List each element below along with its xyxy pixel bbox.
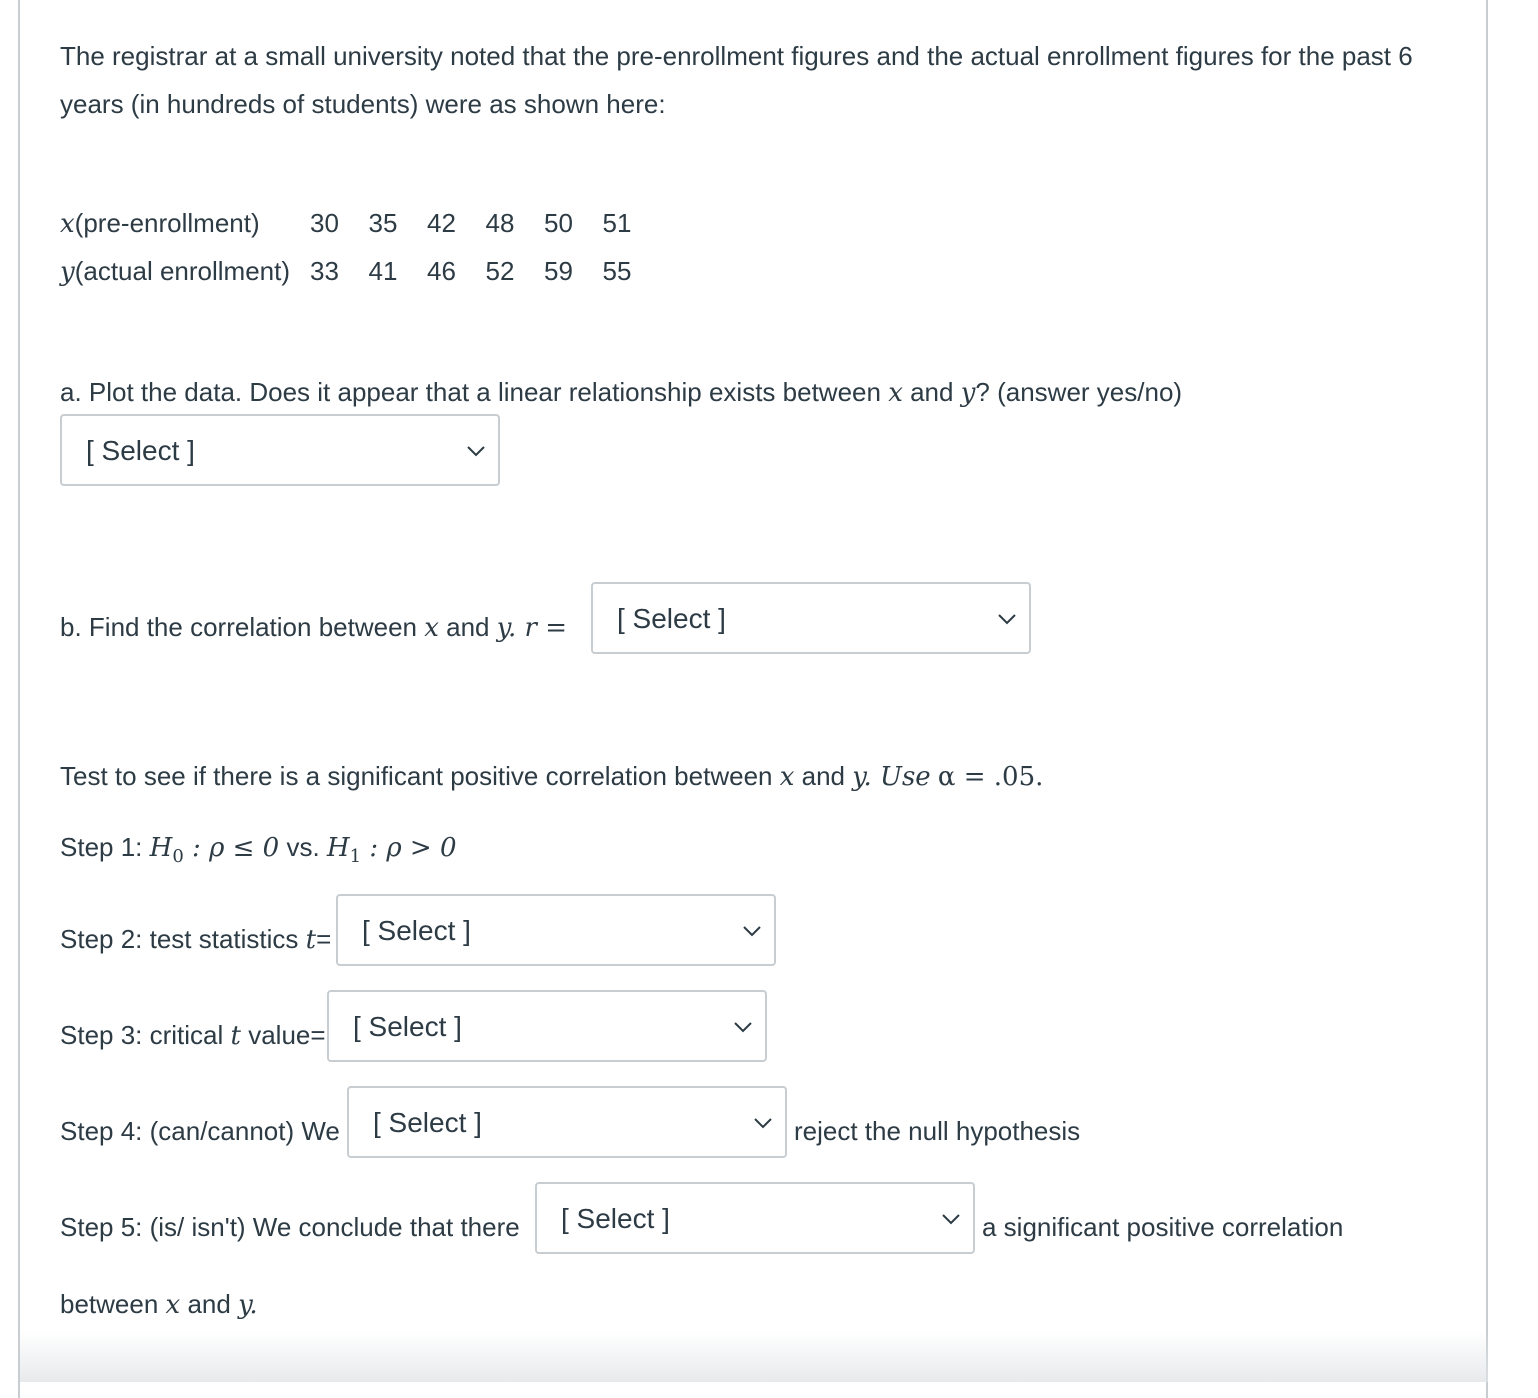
part-b-question: b. Find the correlation between x and y. r =: [60, 612, 568, 643]
part-a-question: a. Plot the data. Does it appear that a linear relationship exists between x and y? (answer yes/no): [60, 377, 1183, 408]
x-value: 51: [602, 207, 632, 238]
step-2-label: Step 2: test statistics t=: [60, 924, 332, 955]
table-row-y: [60, 247, 661, 295]
intro-line-2: years (in hundreds of students) were as shown here:: [60, 89, 666, 119]
y-value: 46: [427, 255, 456, 286]
step-3-label: Step 3: critical t value=: [60, 1020, 326, 1051]
chevron-down-icon: [733, 1020, 753, 1034]
test-instructions: Test to see if there is a significant positive correlation between x and y. Use α = .05.: [60, 761, 1044, 792]
y-value: 41: [368, 255, 398, 286]
intro-line-1: The registrar at a small university noted that the pre-enrollment figures and the actual enrollment figures for the past 6: [60, 41, 1413, 71]
step-1-hypotheses: Step 1: $H_0$ : ρ ≤ 0 vs. $H_1$ : ρ > 0: [60, 832, 457, 868]
chevron-down-icon: [941, 1212, 961, 1226]
step-4-suffix: reject the null hypothesis: [794, 1116, 1081, 1146]
step-4-label: Step 4: (can/cannot) We: [60, 1116, 340, 1146]
step-5-suffix: a significant positive correlation: [982, 1212, 1344, 1242]
chevron-down-icon: [997, 612, 1017, 626]
step-3-select[interactable]: [ Select ]: [327, 990, 767, 1062]
x-value: 50: [544, 207, 573, 238]
y-value: 52: [485, 255, 515, 286]
y-row-label: y(actual enrollment): [60, 255, 291, 287]
step-5-label: Step 5: (is/ isn't) We conclude that there: [60, 1212, 520, 1242]
x-value: 30: [310, 207, 339, 238]
chevron-down-icon: [466, 444, 486, 458]
y-value: 55: [602, 255, 632, 286]
part-a-select[interactable]: [ Select ]: [60, 414, 500, 486]
step-5-select[interactable]: [ Select ]: [535, 1182, 975, 1254]
y-value: 59: [544, 255, 573, 286]
table-row-x: [60, 199, 661, 247]
step-5-continuation: between x and y.: [60, 1289, 258, 1320]
y-value: 33: [310, 255, 339, 286]
step-2-select[interactable]: [ Select ]: [336, 894, 776, 966]
x-value: 48: [485, 207, 515, 238]
x-value: 35: [368, 207, 398, 238]
part-b-select[interactable]: [ Select ]: [591, 582, 1031, 654]
data-table: [60, 199, 661, 295]
chevron-down-icon: [742, 924, 762, 938]
chevron-down-icon: [753, 1116, 773, 1130]
step-4-select[interactable]: [ Select ]: [347, 1086, 787, 1158]
x-value: 42: [427, 207, 456, 238]
x-row-label: x(pre-enrollment): [60, 207, 260, 239]
bottom-fade: [20, 1332, 1488, 1382]
